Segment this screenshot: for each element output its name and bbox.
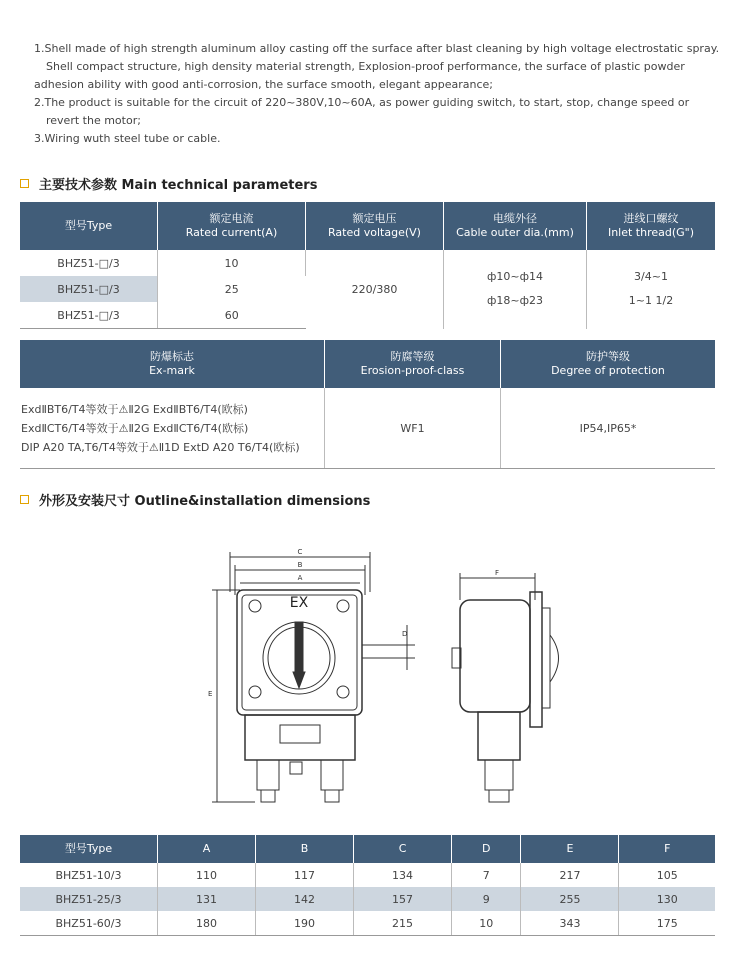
table-header-row [20, 202, 715, 250]
type-cell: BHZ51-□/3 [20, 276, 158, 302]
intro-text [34, 40, 724, 148]
erosion-cell: WF1 [325, 388, 501, 469]
parameters-table [20, 202, 715, 329]
dimensions-table [20, 835, 715, 936]
intro-line: 3.Wiring wuth steel tube or cable. [34, 132, 221, 145]
svg-text:E: E [208, 690, 213, 698]
outline-drawing [195, 540, 580, 820]
value-cell: 110 [158, 863, 256, 887]
table-header-row [20, 340, 715, 388]
exmark-table [20, 340, 715, 469]
intro-line: 2.The product is suitable for the circuit of 220~380V,10~60A, as power guiding switch, to start, stop, change speed or [34, 96, 690, 109]
section-title: 外形及安装尺寸 Outline&installation dimensions [39, 494, 371, 509]
svg-text:C: C [297, 548, 303, 556]
intro-line: revert the motor; [46, 114, 141, 127]
intro-line: 1.Shell made of high strength aluminum alloy casting off the surface after blast cleaning by high voltage electrostatic spray. [34, 42, 720, 55]
value-cell: 134 [354, 863, 452, 887]
current-cell: 60 [158, 302, 306, 329]
intro-line: adhesion ability with good anti-corrosion, the surface smooth, elegant appearance; [34, 78, 494, 91]
type-cell: BHZ51-10/3 [20, 863, 158, 887]
header-cell: 防腐等级 Erosion-proof-class [325, 340, 501, 388]
header-cell: 电缆外径 Cable outer dia.(mm) [444, 202, 587, 250]
section-title: 主要技术参数 Main technical parameters [39, 178, 318, 193]
type-cell: BHZ51-60/3 [20, 911, 158, 936]
value-cell: 255 [521, 887, 619, 911]
value-cell: 180 [158, 911, 256, 936]
value-cell: 10 [452, 911, 521, 936]
table-row [20, 911, 715, 936]
intro-line: Shell compact structure, high density material strength, Explosion-proof performance, the surface of plastic powder [46, 60, 685, 73]
value-cell: 142 [256, 887, 354, 911]
value-cell: 130 [619, 887, 715, 911]
header-cell: 型号Type [20, 835, 158, 863]
section-heading-dimensions [20, 490, 370, 509]
thread-cell: 3/4~1 1~1 1/2 [628, 270, 674, 308]
section-heading-parameters [20, 174, 317, 193]
value-cell: 343 [521, 911, 619, 936]
header-cell: A [158, 835, 256, 863]
bullet-square-icon [20, 495, 29, 504]
svg-text:A: A [297, 574, 303, 582]
type-cell: BHZ51-□/3 [20, 302, 158, 329]
voltage-cell: 220/380 [306, 250, 444, 329]
value-cell: 190 [256, 911, 354, 936]
value-cell: 175 [619, 911, 715, 936]
table-row [20, 250, 715, 276]
table-row [20, 863, 715, 887]
type-cell: BHZ51-25/3 [20, 887, 158, 911]
header-cell: E [521, 835, 619, 863]
header-cell: 额定电流 Rated current(A) [158, 202, 306, 250]
header-cell: 额定电压 Rated voltage(V) [306, 202, 444, 250]
header-cell: B [256, 835, 354, 863]
value-cell: 9 [452, 887, 521, 911]
value-cell: 7 [452, 863, 521, 887]
svg-text:F: F [495, 569, 500, 577]
header-cell: 防爆标志 Ex-mark [20, 340, 325, 388]
cable-cell: ф10~ф14 ф18~ф23 [444, 250, 587, 329]
value-cell: 217 [521, 863, 619, 887]
table-row [20, 388, 715, 469]
value-cell: 157 [354, 887, 452, 911]
header-cell: 型号Type [20, 202, 158, 250]
header-cell: F [619, 835, 715, 863]
header-cell: 防护等级 Degree of protection [501, 340, 716, 388]
value-cell: 215 [354, 911, 452, 936]
bullet-square-icon [20, 179, 29, 188]
current-cell: 10 [158, 250, 306, 276]
protection-cell: IP54,IP65* [501, 388, 716, 469]
value-cell: 131 [158, 887, 256, 911]
table-row [20, 887, 715, 911]
ex-label: EX [289, 595, 309, 611]
table-header-row [20, 835, 715, 863]
header-cell: D [452, 835, 521, 863]
value-cell: 117 [256, 863, 354, 887]
exmark-cell: ExdⅡBT6/T4等效于⚠Ⅱ2G ExdⅡBT6/T4(欧标) ExdⅡCT6/T4等效于⚠Ⅱ2G ExdⅡCT6/T4(欧标) DIP A20 TA,T6/T4等效于⚠Ⅱ1D ExtD A20 T6/T4(欧标) [20, 388, 325, 469]
header-cell: 进线口螺纹 Inlet thread(G") [587, 202, 716, 250]
value-cell: 105 [656, 868, 678, 882]
svg-text:D: D [402, 630, 408, 638]
current-cell: 25 [224, 282, 239, 296]
type-cell: BHZ51-□/3 [20, 250, 158, 276]
header-cell: C [354, 835, 452, 863]
svg-text:B: B [297, 561, 303, 569]
